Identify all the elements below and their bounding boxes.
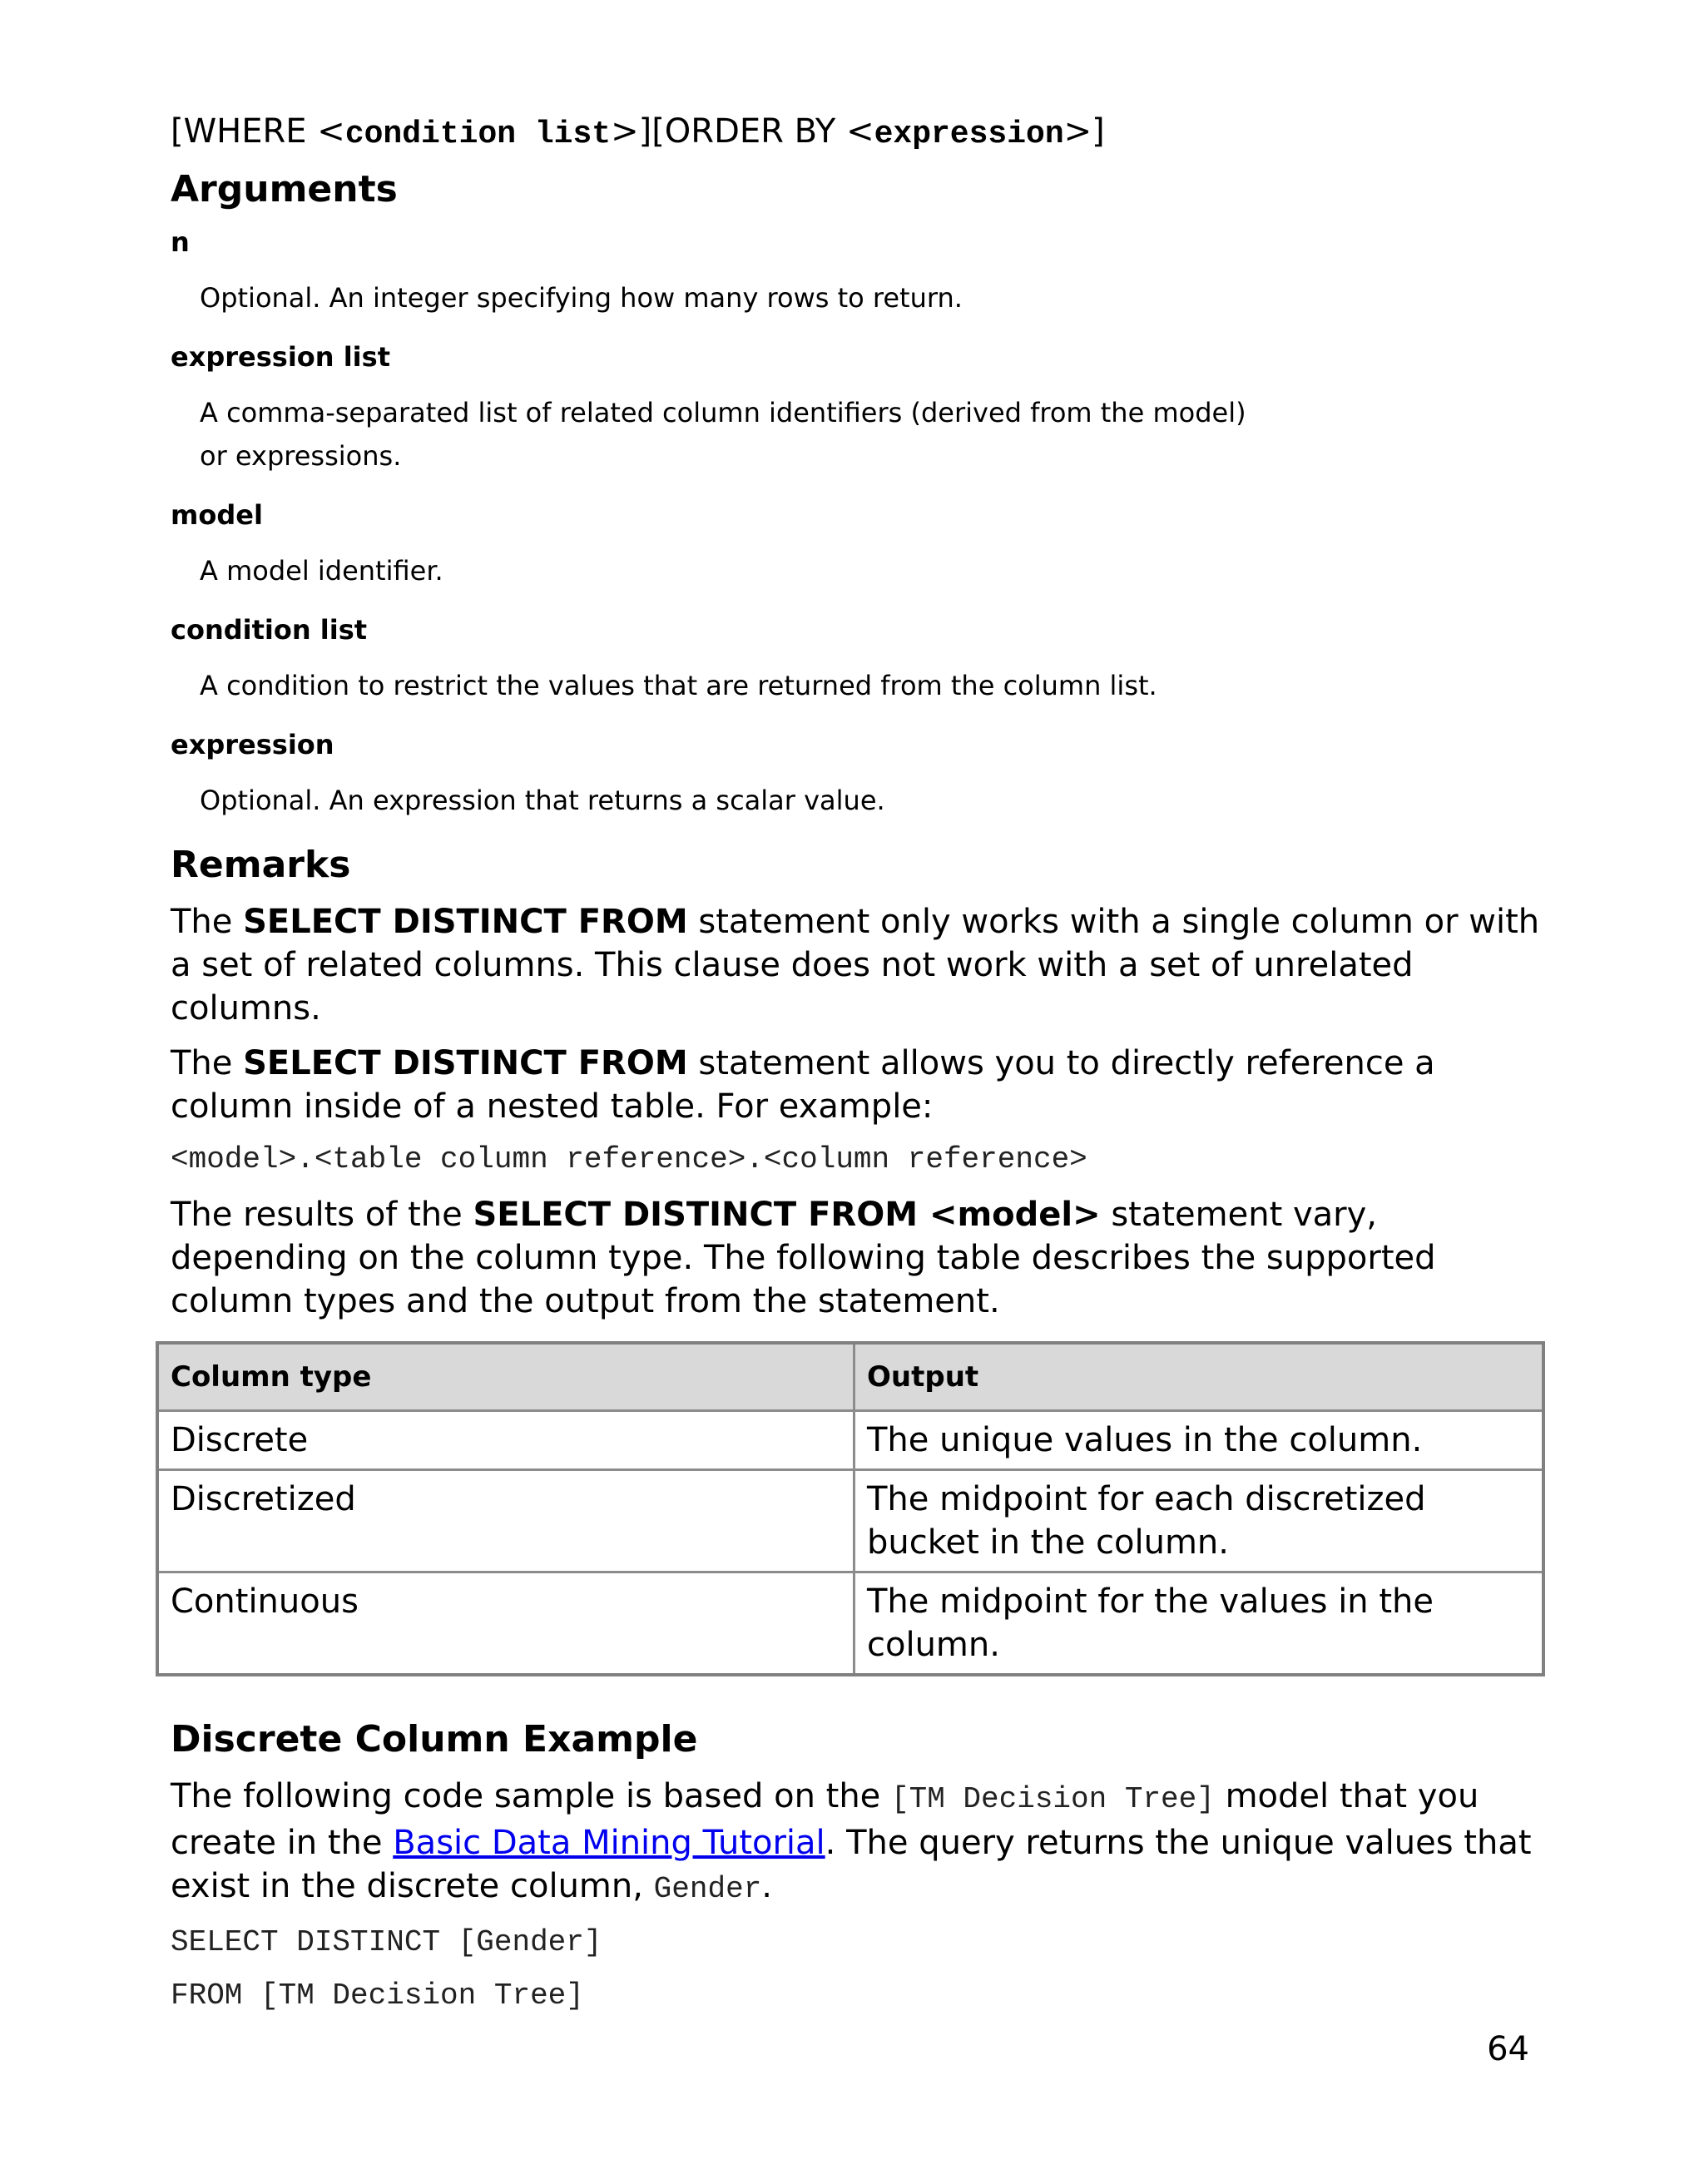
- table-cell: Continuous: [157, 1572, 854, 1676]
- example-paragraph: [171, 1775, 1543, 1911]
- example-section: [171, 1710, 1543, 2029]
- syntax-condition-list: condition list: [344, 116, 612, 152]
- text: statement allows you to directly reference a column inside of a nested table. For example:: [171, 1044, 1435, 1126]
- query-code-line-2: FROM [TM Decision Tree]: [171, 1978, 584, 2013]
- table-header-column-type: Column type: [157, 1343, 854, 1411]
- remarks-paragraph-3: [171, 1193, 1543, 1323]
- text: . The query returns the unique values that exist in the discrete column,: [171, 1824, 1532, 1905]
- syntax-where: [WHERE <: [171, 112, 345, 151]
- table-cell: Discrete: [157, 1411, 854, 1470]
- arg-def-model: A model identifier.: [200, 555, 443, 587]
- page-number: 64: [1487, 2030, 1529, 2068]
- arg-term-expression: expression: [171, 729, 334, 760]
- arg-term-condition-list: condition list: [171, 614, 368, 646]
- arg-def-condition-list: A condition to restrict the values that are returned from the column list.: [200, 670, 1157, 701]
- arg-def-expression: Optional. An expression that returns a scalar value.: [200, 785, 885, 816]
- table-cell: The unique values in the column.: [854, 1411, 1544, 1470]
- table-cell: The midpoint for each discretized bucket in the column.: [854, 1470, 1544, 1572]
- inline-code-column: Gender: [653, 1872, 762, 1906]
- table-header-row: [157, 1343, 1543, 1411]
- keyword: SELECT DISTINCT FROM <model>: [473, 1196, 1101, 1234]
- text: The results of the: [171, 1196, 473, 1234]
- keyword: SELECT DISTINCT FROM: [243, 1044, 688, 1082]
- tutorial-link[interactable]: Basic Data Mining Tutorial: [393, 1824, 825, 1862]
- text: The following code sample is based on the: [171, 1777, 891, 1815]
- remarks-paragraph-1: [171, 900, 1543, 1030]
- column-types-table: [156, 1341, 1545, 1676]
- syntax-end: >]: [1063, 112, 1105, 151]
- text: The: [171, 903, 244, 941]
- syntax-order-by: >][ORDER BY <: [611, 112, 874, 151]
- arg-term-n: n: [171, 226, 190, 258]
- text: The: [171, 1044, 244, 1082]
- table-row: [157, 1572, 1543, 1676]
- syntax-expression: expression: [874, 116, 1064, 152]
- arguments-heading: Arguments: [171, 168, 398, 210]
- inline-code-model: [TM Decision Tree]: [891, 1782, 1215, 1816]
- text: statement only works with a single column or with a set of related columns. This clause does not work with a set of unrelated columns.: [171, 903, 1540, 1028]
- keyword: SELECT DISTINCT FROM: [243, 903, 688, 941]
- arg-term-model: model: [171, 499, 263, 531]
- query-code-line-1: SELECT DISTINCT [Gender]: [171, 1925, 602, 1959]
- syntax-line: [171, 106, 1543, 160]
- text: statement vary, depending on the column type. The following table describes the supported column types and the output from the statement.: [171, 1196, 1436, 1320]
- table-header-output: Output: [854, 1343, 1544, 1411]
- arg-def-n: Optional. An integer specifying how many rows to return.: [200, 282, 963, 314]
- table-cell: The midpoint for the values in the column.: [854, 1572, 1544, 1676]
- example-heading: Discrete Column Example: [171, 1718, 698, 1761]
- table-row: [157, 1470, 1543, 1572]
- text: .: [761, 1867, 773, 1905]
- remarks-paragraph-2: [171, 1042, 1543, 1128]
- table-cell: Discretized: [157, 1470, 854, 1572]
- arg-def-expression-list: A comma-separated list of related column identifiers (derived from the model) or expressions.: [200, 397, 1246, 472]
- text: model that you create in the: [171, 1777, 1479, 1862]
- reference-code-sample: <model>.<table column reference>.<column reference>: [171, 1142, 1087, 1176]
- arg-term-expression-list: expression list: [171, 341, 390, 373]
- remarks-heading: Remarks: [171, 844, 351, 886]
- document-body: [171, 106, 1543, 1335]
- table-row: [157, 1411, 1543, 1470]
